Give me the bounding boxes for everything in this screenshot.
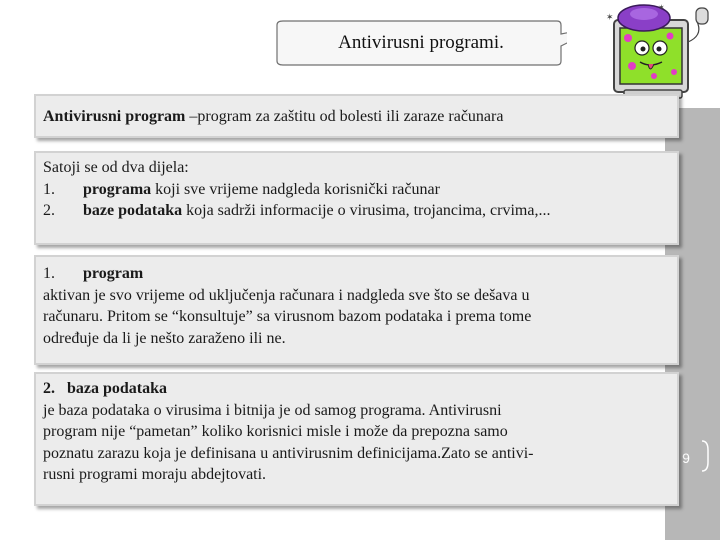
program-heading <box>43 263 670 285</box>
database-box <box>34 372 679 506</box>
list-item-bold: programa <box>83 180 152 198</box>
page-number: 9 <box>682 450 690 466</box>
composition-intro: Satoji se od dva dijela: <box>43 159 189 176</box>
list-item-number: 2. <box>43 202 55 219</box>
title-callout <box>275 20 567 66</box>
svg-text:✶: ✶ <box>658 3 665 12</box>
definition-term: Antivirusni program <box>43 108 186 125</box>
list-item-text: koja sadrži informacije o virusima, trojancima, crvima,... <box>182 202 551 219</box>
database-text-line: poznatu zarazu koja je definisana u antivirusnim definicijama.Zato se antivi- <box>43 444 534 462</box>
database-heading-number: 2. <box>43 380 55 397</box>
sick-computer-icon <box>598 2 720 106</box>
program-heading-number: 1. <box>43 265 55 282</box>
program-text-line: računaru. Pritom se “konsultuje” sa virusnom bazom podataka i prema tome <box>43 308 532 325</box>
list-item-number: 1. <box>43 180 55 198</box>
database-text-line: rusni programi moraju abdejtovati. <box>43 466 267 483</box>
database-heading <box>43 378 670 400</box>
composition-box <box>34 151 679 245</box>
database-text-line: program nije “pametan” koliko korisnici misle i može da prepozna samo <box>43 423 508 440</box>
definition-text: –program za zaštitu od bolesti ili zaraze računara <box>185 108 504 125</box>
svg-text:✶: ✶ <box>606 13 614 23</box>
database-heading-text: baza podataka <box>67 380 168 397</box>
program-text-line: aktivan je svo vrijeme od uključenja računara i nadgleda sve što se dešava u <box>43 286 530 304</box>
list-item <box>43 200 670 222</box>
list-item <box>43 179 670 201</box>
callout-title: Antivirusni programi. <box>338 32 504 53</box>
definition-box <box>34 94 679 138</box>
page-bracket-icon <box>700 440 710 472</box>
database-text-line: je baza podataka o virusima i bitnija je od samog programa. Antivirusni <box>43 401 502 419</box>
list-item-bold: baze podataka <box>83 202 183 219</box>
program-text-line: određuje da li je nešto zaraženo ili ne. <box>43 329 286 347</box>
list-item-text: koji sve vrijeme nadgleda korisnički računar <box>151 180 440 198</box>
program-heading-text: program <box>83 265 144 282</box>
program-box <box>34 255 679 365</box>
